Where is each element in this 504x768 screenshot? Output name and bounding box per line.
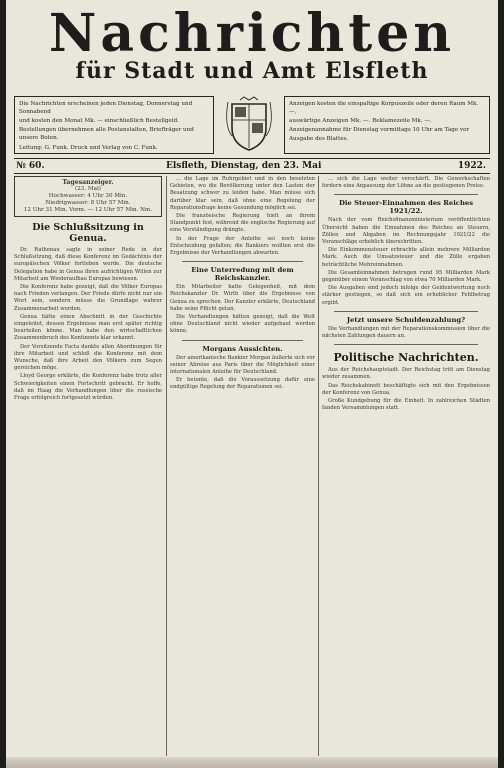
coat-of-arms-icon [222, 96, 276, 154]
newspaper-page [6, 0, 498, 768]
article-headline: Die Schlußsitzung in Genua. [32, 222, 144, 244]
section-headline: Die Steuer-Einnahmen des Reiches 1921/22. [338, 199, 474, 216]
section-separator [182, 261, 303, 262]
page-bottom-edge [6, 757, 498, 768]
column-3 [322, 176, 490, 413]
article-paragraph: Nach der vom Reichsfinanzministerium veröffentlichten Übersicht haben die Einnahmen des Reiches an Steuern, Zöllen und Abgaben im Rechnungsjahr 1921/22 die Voranschläge erheblich überschritten. [322, 217, 490, 246]
section-headline: Morgans Aussichten. [202, 344, 283, 353]
article-paragraph: Der amerikanische Bankier Morgan äußerte sich vor seiner Abreise aus Paris über die Möglichkeit einer internationalen Anleihe für Deutschland. [170, 354, 316, 376]
article-paragraph: Die französische Regierung hielt an ihrem Standpunkt fest, während die englische Regierung auf eine Verständigung drängte. [170, 213, 315, 234]
info-line: und kosten den Monat Mk. — einschließlich Bestellgeld. [19, 118, 179, 125]
section-separator [182, 340, 303, 341]
column-1 [14, 176, 162, 403]
tide-line: Hochwasser: 4 Uhr 30 Min. [48, 193, 128, 199]
info-line: Leitung: G. Funk. Druck und Verlag von C. Funk. [19, 144, 158, 151]
column-divider [318, 176, 319, 756]
article-paragraph: Die Verhandlungen hätten gezeigt, daß die Welt ohne Deutschland nicht wieder aufgebaut werden könne. [170, 314, 315, 335]
article-paragraph: Große Kundgebung für die Einheit. In zahlreichen Städten fanden Versammlungen statt. [322, 398, 490, 412]
article-paragraph: Die Gesamteinnahmen betrugen rund 95 Milliarden Mark gegenüber einem Voranschlag von etwa 70 Milliarden Mark. [322, 269, 490, 284]
column-2 [170, 176, 315, 393]
info-line: Ausgabe des Blattes. [289, 136, 349, 143]
article-paragraph: Lloyd George erklärte, die Konferenz habe trotz aller Schwierigkeiten einen Fortschritt gebracht. Er hoffe, daß im Haag die Verhandlungen über die russische Frage erfolgreich fortgesetzt würden. [14, 373, 162, 402]
info-line: Die Nachrichten erscheinen jeden Dienstag, Donnerstag und Sonnabend [19, 101, 193, 116]
issue-date: Elsfleth, Dienstag, den 23. Mai [166, 161, 322, 171]
info-line: Anzeigenannahme für Dienstag vormittags 10 Uhr am Tage vor [289, 127, 470, 134]
article-paragraph: In der Frage der Anleihe sei noch keine Entscheidung gefallen; die Bankiers wollten erst die Ergebnisse der Verhandlungen abwarten. [170, 235, 315, 257]
article-paragraph: Die Konferenz habe gezeigt, daß die Völker Europas nach Frieden verlangen. Der Friede dürfe nicht nur ein Wort sein, sondern müsse die Grundlage wahrer Zusammenarbeit werden. [14, 284, 162, 312]
article-paragraph: Dr. Rathenau sagte in seiner Rede in der Schlußsitzung, daß diese Konferenz im Gedächtnis der europäischen Völker fortleben werde. Die deutsche Delegation habe in Genua ihren aufrichtigen Willen zur Mitarbeit am Wiederaufbau Europas bewiesen. [14, 247, 162, 282]
issue-year: 1922. [457, 161, 486, 171]
section-headline: Jetzt unsere Schuldenzahlung? [346, 315, 466, 324]
section-separator [334, 311, 478, 312]
section-separator [334, 344, 478, 345]
article-paragraph: Der Vorsitzende Facta dankte allen Abordnungen für ihre Mitarbeit und schloß die Konferenz mit dem Wunsche, daß ihre Arbeit den Völkern zum Segen gereichen möge. [14, 343, 162, 372]
info-line: auswärtige Anzeigen Mk. —. Reklamezeile Mk. —. [289, 118, 432, 125]
section-separator [334, 194, 478, 195]
article-paragraph: Genua hätte einen Abschnitt in der Geschichte eingeleitet, dessen Ergebnisse man erst später richtig beurteilen könne. Man habe den wirtschaftlichen Zusammenbruch des Kontinents klar erkannt. [14, 313, 162, 342]
info-line: Anzeigen kosten die einspaltige Korpuszeile oder deren Raum Mk. —, [289, 101, 479, 116]
article-paragraph: Die Verhandlungen mit der Reparationskommission über die nächsten Zahlungen dauern an. [322, 325, 490, 340]
section-headline-large: Politische Nachrichten. [333, 351, 479, 365]
tide-line: (23. Mai) [75, 186, 101, 192]
masthead-subtitle: für Stadt und Amt Elsfleth [75, 58, 429, 84]
article-paragraph: Er betonte, daß die Voraussetzung dafür eine endgültige Regelung der Reparationen sei. [170, 377, 315, 391]
tide-line: Niedrigwasser: 8 Uhr 57 Min. [45, 200, 131, 206]
tide-table [14, 176, 162, 217]
info-line: Bestellungen übernehmen alle Postanstalten, Briefträger und unsere Boten. [19, 127, 194, 142]
tide-line: 12 Uhr 31 Min. Vorm. — 12 Uhr 57 Min. Nm. [23, 207, 153, 213]
issue-number: № 60. [16, 161, 45, 171]
column-divider [166, 176, 167, 756]
masthead-title: Nachrichten [48, 3, 456, 64]
article-paragraph: ... die Lage im Ruhrgebiet und in den besetzten Gebieten, wo die Bevölkerung unter den Lasten der Besatzung schwer zu leiden habe. Man müsse sich darüber klar sein, daß ohne eine Regelung der Reparationsfrage keine Gesundung möglich sei. [170, 176, 315, 211]
advertising-info-box [284, 96, 490, 154]
article-paragraph: Die Ausgaben sind jedoch infolge der Geldentwertung noch stärker gestiegen, so daß sich ein erheblicher Fehlbetrag ergibt. [322, 285, 490, 306]
tide-title: Tagesanzeiger. [62, 179, 114, 186]
article-paragraph: Die Einkommensteuer erbrachte allein mehrere Milliarden Mark. Auch die Umsatzsteuer und die Zölle ergaben beträchtliche Mehreinnahmen. [322, 247, 490, 268]
article-paragraph: ... sich die Lage weiter verschärft. Die Gewerkschaften fordern eine Anpassung der Löhne an die gestiegenen Preise. [322, 176, 490, 190]
section-headline: Eine Unterredung mit dem Reichskanzler. [191, 266, 294, 283]
article-paragraph: Aus der Reichshauptstadt. Der Reichstag tritt am Dienstag wieder zusammen. [322, 367, 490, 381]
article-paragraph: Ein Mitarbeiter hatte Gelegenheit, mit dem Reichskanzler Dr. Wirth über die Ergebnisse von Genua zu sprechen. Der Kanzler erklärte, Deutschland habe seine Pflicht getan. [170, 284, 315, 312]
article-paragraph: Das Reichskabinett beschäftigte sich mit den Ergebnissen der Konferenz von Genua. [322, 382, 490, 396]
subscription-info-box [14, 96, 214, 154]
date-bar [14, 158, 490, 174]
